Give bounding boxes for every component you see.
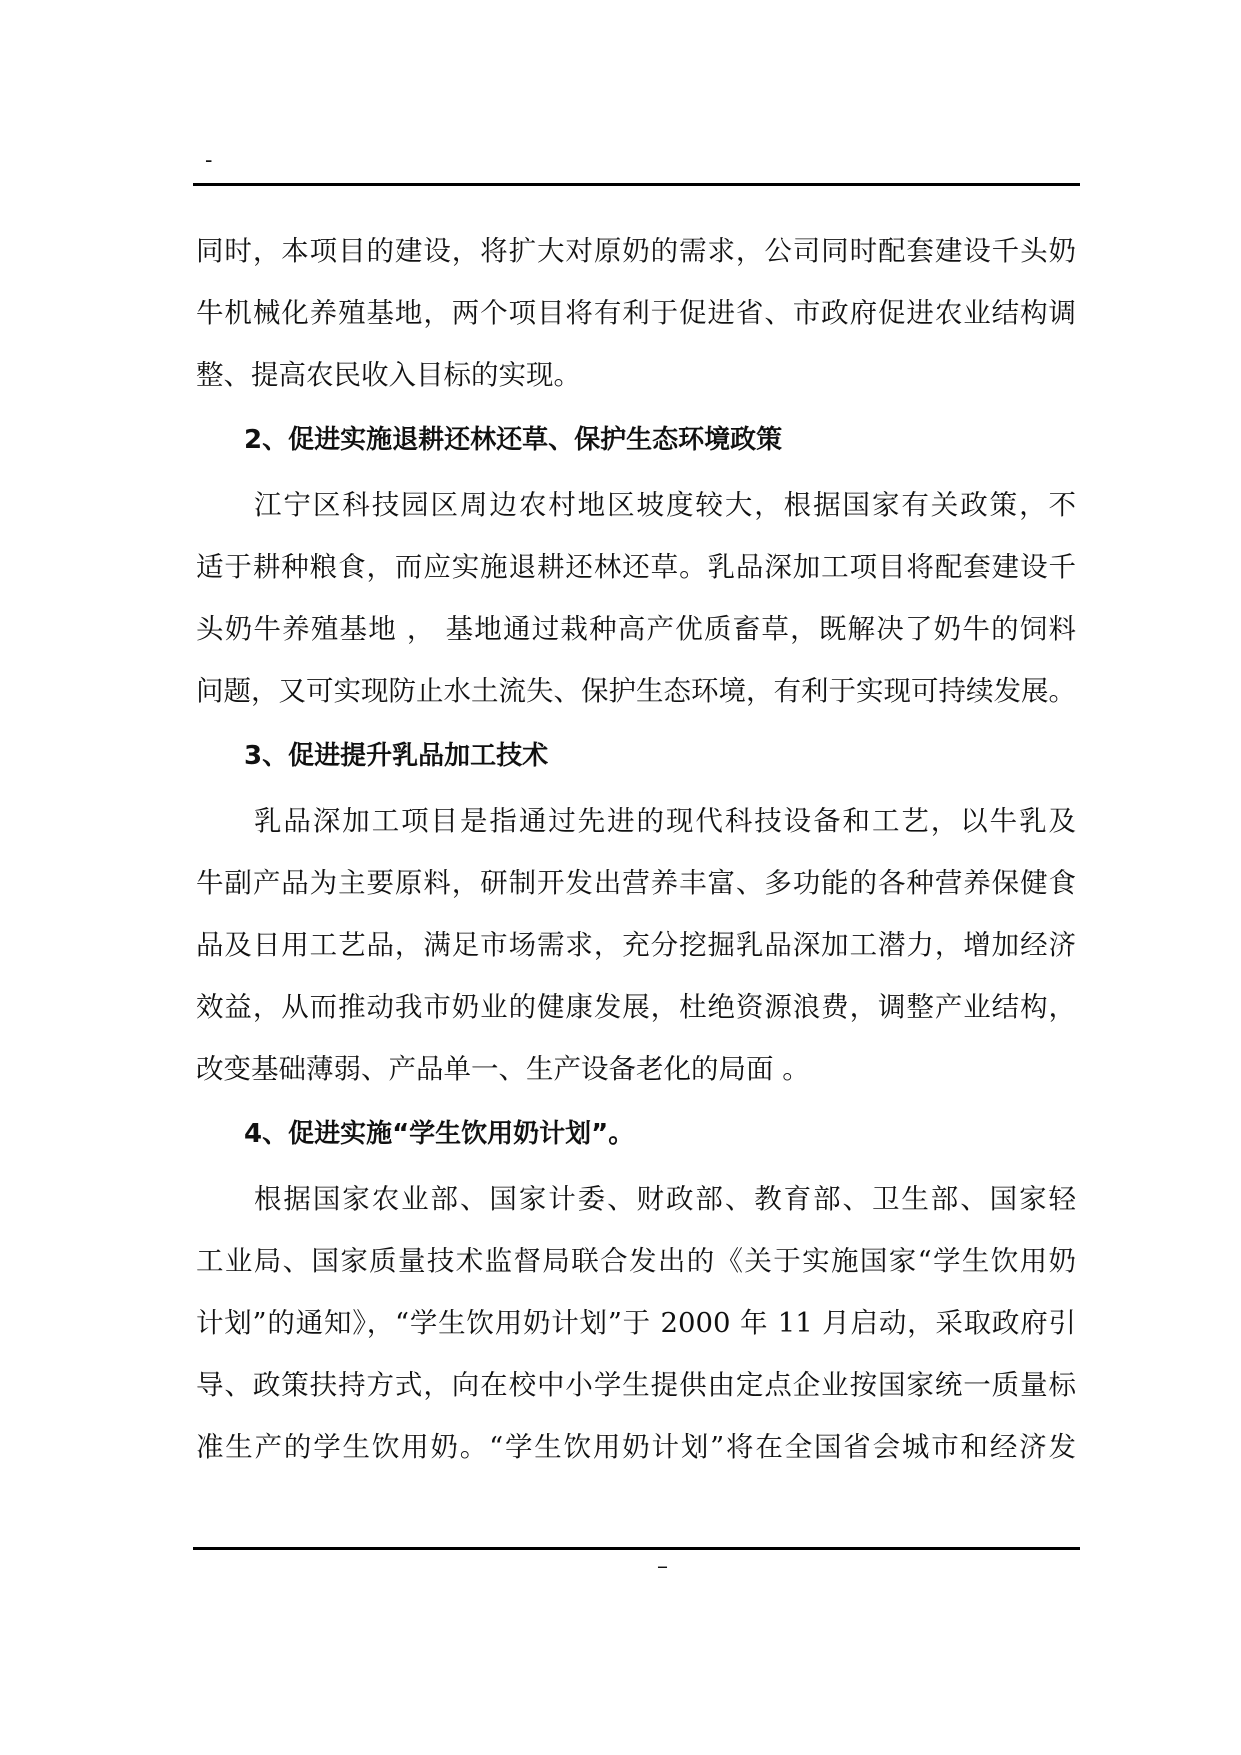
text-line: 导、政策扶持方式，向在校中小学生提供由定点企业按国家统一质量标 (196, 1369, 1076, 1401)
paragraph-4 (196, 1168, 1076, 1478)
text-line: 问题，又可实现防止水土流失、保护生态环境，有利于实现可持续发展。 (196, 675, 1076, 707)
section-heading-3: 3、促进提升乳品加工技术 (244, 741, 549, 771)
text-line: 工业局、国家质量技术监督局联合发出的《关于实施国家“学生饮用奶 (196, 1245, 1076, 1277)
section-heading-2: 2、促进实施退耕还林还草、保护生态环境政策 (244, 425, 783, 455)
section-heading-4: 4、促进实施“学生饮用奶计划”。 (244, 1119, 635, 1149)
text-line: 效益，从而推动我市奶业的健康发展，杜绝资源浪费，调整产业结构， (196, 991, 1076, 1023)
document-body (196, 220, 1076, 1478)
text-line: 适于耕种粮食，而应实施退耕还林还草。乳品深加工项目将配套建设千 (196, 551, 1076, 583)
text-line: 乳品深加工项目是指通过先进的现代科技设备和工艺，以牛乳及 (254, 805, 1076, 837)
text-line: 准生产的学生饮用奶。“学生饮用奶计划”将在全国省会城市和经济发 (196, 1431, 1076, 1463)
text-line: 牛副产品为主要原料，研制开发出营养丰富、多功能的各种营养保健食 (196, 867, 1076, 899)
text-line: 计划”的通知》，“学生饮用奶计划”于 2000 年 11 月启动，采取政府引 (196, 1307, 1076, 1339)
header-rule (193, 183, 1080, 186)
paragraph-2 (196, 474, 1076, 722)
footer-rule (193, 1547, 1080, 1550)
text-line: 改变基础薄弱、产品单一、生产设备老化的局面 。 (196, 1053, 810, 1085)
footer-mark: – (657, 1554, 668, 1579)
paragraph-3 (196, 790, 1076, 1100)
text-line: 江宁区科技园区周边农村地区坡度较大，根据国家有关政策，不 (254, 489, 1076, 521)
text-line: 整、提高农民收入目标的实现。 (196, 359, 581, 391)
text-line: 牛机械化养殖基地，两个项目将有利于促进省、市政府促进农业结构调 (196, 297, 1076, 329)
text-line: 根据国家农业部、国家计委、财政部、教育部、卫生部、国家轻 (254, 1183, 1076, 1215)
text-line: 头奶牛养殖基地 ， 基地通过栽种高产优质畜草，既解决了奶牛的饲料 (196, 613, 1076, 645)
text-line: 同时，本项目的建设，将扩大对原奶的需求，公司同时配套建设千头奶 (196, 235, 1076, 267)
paragraph-1 (196, 220, 1076, 406)
header-mark: - (205, 148, 213, 173)
text-line: 品及日用工艺品，满足市场需求，充分挖掘乳品深加工潜力，增加经济 (196, 929, 1076, 961)
